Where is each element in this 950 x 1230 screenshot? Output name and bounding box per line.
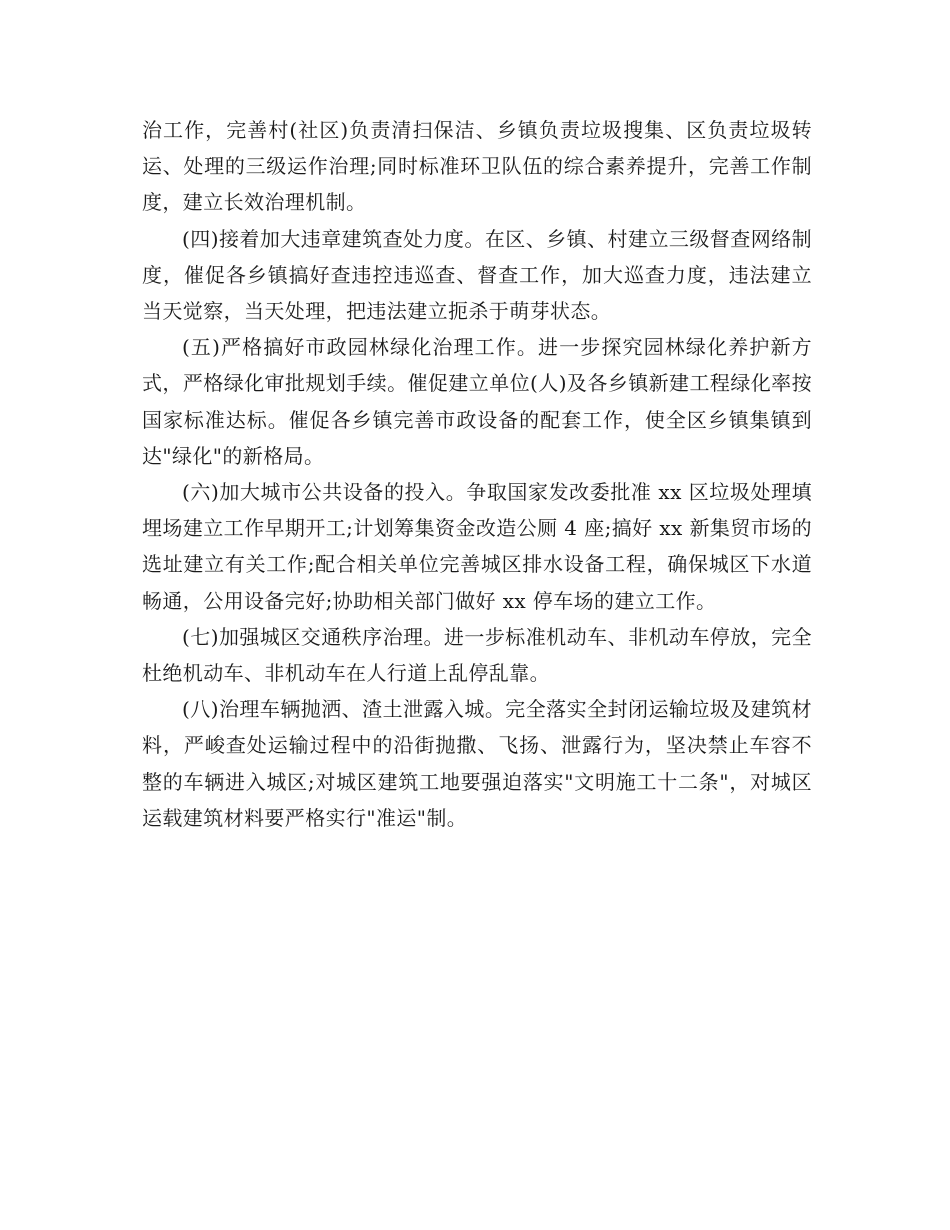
paragraph-item-4: (四)接着加大违章建筑查处力度。在区、乡镇、村建立三级督查网络制度，催促各乡镇搞好查违控违巡查、督查工作，加大巡查力度，违法建立当天觉察，当天处理，把违法建立扼杀于萌芽状态。 [142,226,812,324]
paragraph-item-5: (五)严格搞好市政园林绿化治理工作。进一步探究园林绿化养护新方式，严格绿化审批规划手续。催促建立单位(人)及各乡镇新建工程绿化率按国家标准达标。催促各乡镇完善市政设备的配套工作，使全区乡镇集镇到达"绿化"的新格局。 [142,335,812,468]
paragraph-item-6: (六)加大城市公共设备的投入。争取国家发改委批准 xx 区垃圾处理填埋场建立工作早期开工;计划筹集资金改造公厕 4 座;搞好 xx 新集贸市场的选址建立有关工作;配合相关单位完善城区排水设备工程，确保城区下水道畅通，公用设备完好;协助相关部门做好 xx 停车场的建立工作。 [142,480,812,613]
paragraph-continuation: 治工作，完善村(社区)负责清扫保洁、乡镇负责垃圾搜集、区负责垃圾转运、处理的三级运作治理;同时标准环卫队伍的综合素养提升，完善工作制度，建立长效治理机制。 [142,118,812,215]
document-body [142,112,812,836]
paragraph-item-8: (八)治理车辆抛洒、渣土泄露入城。完全落实全封闭运输垃圾及建筑材料，严峻查处运输过程中的沿街抛撒、飞扬、泄露行为，坚决禁止车容不整的车辆进入城区;对城区建筑工地要强迫落实"文明施工十二条"，对城区运载建筑材料要严格实行"准运"制。 [142,697,812,830]
paragraph-item-7: (七)加强城区交通秩序治理。进一步标准机动车、非机动车停放，完全杜绝机动车、非机动车在人行道上乱停乱靠。 [142,624,812,686]
